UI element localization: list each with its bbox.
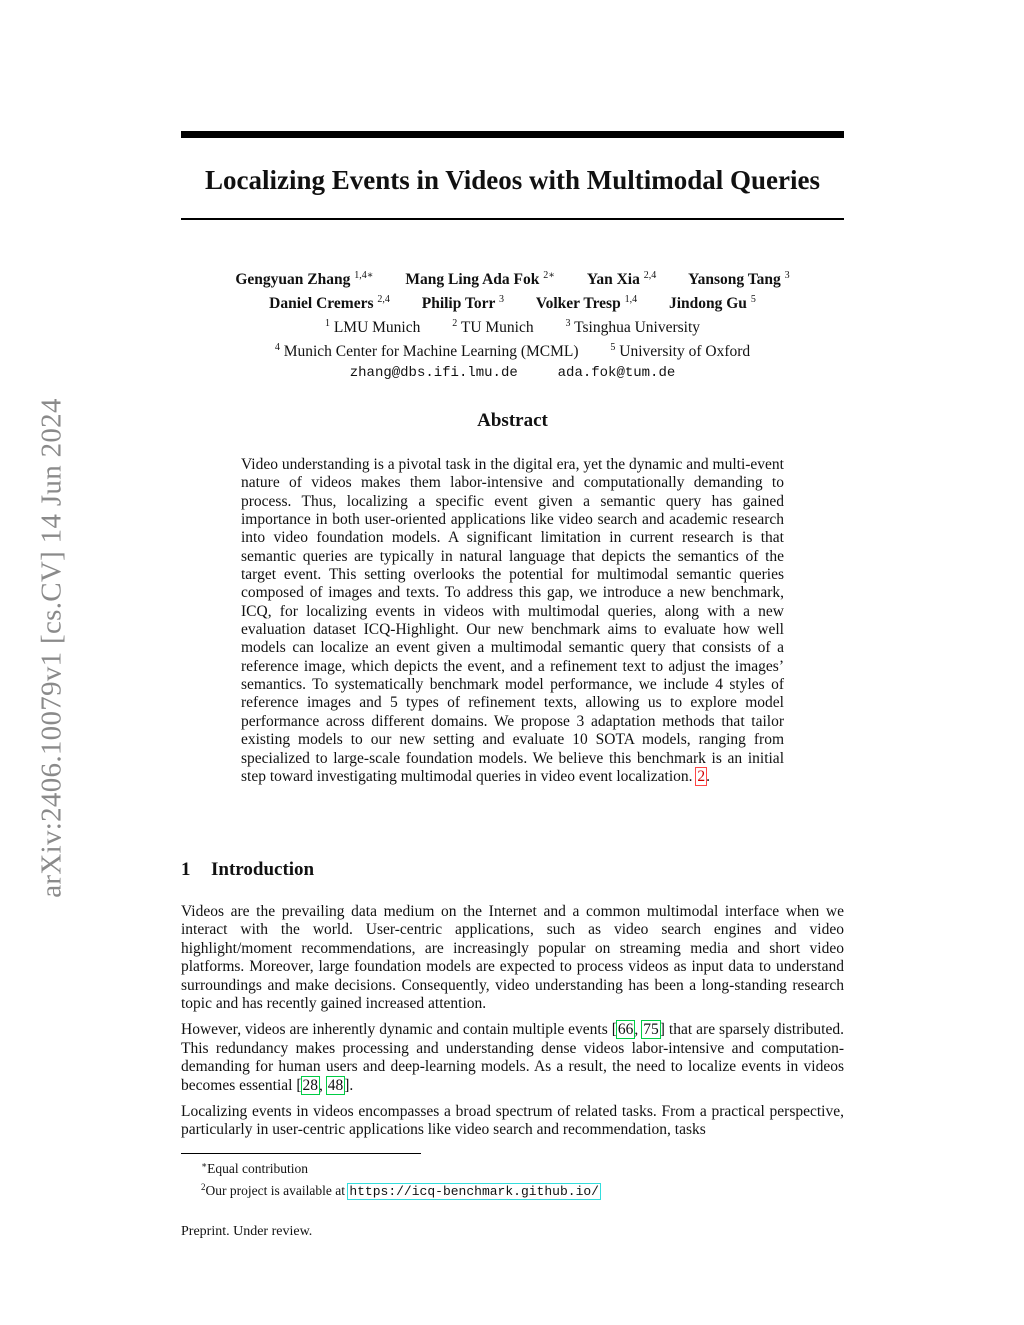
author: Yansong Tang $^3$ bbox=[688, 270, 790, 288]
title-rule-top bbox=[181, 131, 844, 138]
citation-link[interactable]: 66 bbox=[617, 1021, 634, 1039]
citation-link[interactable]: 48 bbox=[327, 1076, 344, 1094]
abstract-text: Video understanding is a pivotal task in the digital era, yet the dynamic and multi-event nature of videos makes them labor-intensive and computationally demanding to process. Thus, localizing a specific event given a semantic query has gained importance in both user-oriented applications like video search and academic research into video foundation models. A significant limitation in current research is that semantic queries are typically in natural language that depicts the semantics of the target event. This setting overlooks the potential for multimodal semantic queries composed of images and texts. To address this gap, we introduce a new benchmark, ICQ, for localizing events in videos with multimodal queries, along with a new evaluation dataset ICQ-Highlight. Our new benchmark aims to evaluate how well models can localize an event given a multimodal semantic query that consists of a reference image, which depicts the event, and a refinement text to adjust the images’ semantics. To systematically benchmark model performance, we include 4 styles of reference images and 5 types of refinement texts, allowing us to explore model performance across different domains. We propose 3 adaptation methods that tailor existing models to our new setting and evaluate 10 SOTA models, ranging from specialized to large-scale foundation models. We believe this benchmark is an initial step toward investigating multimodal queries in video event localization. 2. bbox=[241, 456, 784, 785]
affiliation: $^1$ LMU Munich bbox=[324, 318, 421, 336]
arxiv-identifier: arXiv:2406.10079v1 [cs.CV] 14 Jun 2024 bbox=[35, 398, 68, 898]
email-line bbox=[181, 362, 844, 383]
affiliation: $^4$ Munich Center for Machine Learning (MCML) bbox=[274, 342, 579, 360]
author-block bbox=[181, 266, 844, 383]
title-rule-bottom bbox=[181, 218, 844, 220]
author-line-1 bbox=[181, 266, 844, 290]
section-title: Introduction bbox=[211, 859, 315, 880]
footnote-rule bbox=[181, 1153, 421, 1154]
paragraph: However, videos are inherently dynamic and contain multiple events [66, 75] that are sparsely distributed. This redundancy makes processing and understanding dense videos labor-intensive and computation-demanding for human users and deep-learning models. As a result, the need to localize events in videos becomes essential [28, 48]. bbox=[181, 1021, 844, 1094]
author: Philip Torr $^3$ bbox=[421, 294, 504, 312]
section-number: 1 bbox=[181, 859, 191, 880]
citation-link[interactable]: 28 bbox=[302, 1076, 319, 1094]
affiliation: $^5$ University of Oxford bbox=[610, 342, 751, 360]
footnote-link[interactable]: 2 bbox=[697, 767, 706, 785]
preprint-notice: Preprint. Under review. bbox=[181, 1224, 313, 1239]
abstract-heading: Abstract bbox=[477, 410, 548, 431]
introduction-body bbox=[181, 903, 844, 1148]
footnote: ∗Equal contribution bbox=[201, 1160, 308, 1176]
affiliation: $^2$ TU Munich bbox=[452, 318, 534, 336]
citation-link[interactable]: 75 bbox=[643, 1021, 659, 1039]
paragraph: Localizing events in videos encompasses a broad spectrum of related tasks. From a practical perspective, particularly in user-centric applications like video search and recommendation, tasks bbox=[181, 1103, 844, 1139]
author: Daniel Cremers $^{2,4}$ bbox=[269, 294, 390, 312]
email: zhang@dbs.ifi.lmu.de bbox=[349, 365, 518, 381]
paragraph: Videos are the prevailing data medium on the Internet and a common multimodal interface when we interact with the world. User-centric applications, such as video search engines and video highlight/moment recommendations, are increasingly popular on streaming media and short video platforms. Moreover, large foundation models are expected to process videos as input data to understand surroundings and make decisions. Consequently, video understanding has been a long-standing research topic and has recently gained increased attention. bbox=[181, 903, 844, 1013]
author: Gengyuan Zhang $^{1,4∗}$ bbox=[235, 270, 374, 288]
author-line-2 bbox=[181, 290, 844, 314]
project-url-link[interactable]: https://icq-benchmark.github.io/ bbox=[349, 1184, 599, 1199]
section-heading bbox=[181, 859, 844, 881]
footnotes bbox=[181, 1156, 844, 1201]
footnote: $^2$Our project is available at https://icq-benchmark.github.io/ bbox=[201, 1182, 599, 1199]
author: Volker Tresp $^{1,4}$ bbox=[535, 294, 638, 312]
author: Yan Xia $^{2,4}$ bbox=[586, 270, 657, 288]
author: Jindong Gu $^5$ bbox=[668, 294, 756, 312]
affiliation-line-1 bbox=[181, 314, 844, 338]
email: ada.fok@tum.de bbox=[557, 365, 676, 381]
affiliation: $^3$ Tsinghua University bbox=[565, 318, 701, 336]
author: Mang Ling Ada Fok $^{2∗}$ bbox=[405, 270, 556, 288]
paper-title: Localizing Events in Videos with Multimodal Queries bbox=[204, 165, 821, 195]
affiliation-line-2 bbox=[181, 338, 844, 362]
